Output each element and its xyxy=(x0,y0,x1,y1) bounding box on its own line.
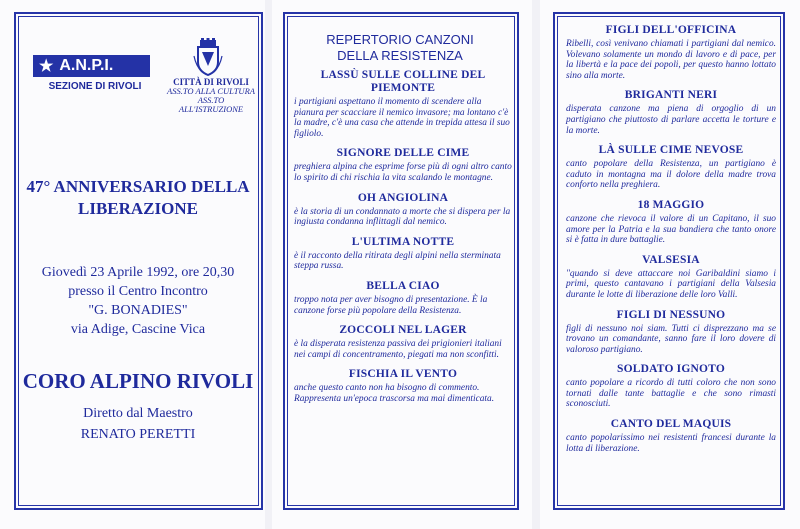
song-item xyxy=(294,192,512,228)
song-description: è la disperata resistenza passiva dei prigionieri italiani nei campi di concentramento, piegati ma non sconfitti. xyxy=(294,339,502,360)
city-name: CITTÀ DI RIVOLI xyxy=(173,77,249,87)
song-item xyxy=(566,144,776,191)
song-description: i partigiani aspettano il momento di scendere alla pianura per scacciare il nemico invasore; ma lontano c'è la madre, c'è una casa che attende in trepida attesa il suo figliolo. xyxy=(294,97,510,139)
song-title: VALSESIA xyxy=(642,253,700,266)
song-item xyxy=(566,418,776,454)
song-description: canto popolare a ricordo di tutti coloro che non sono tornati dalle tante battaglie e che sono rimasti sconosciuti. xyxy=(566,378,776,410)
song-title: OH ANGIOLINA xyxy=(357,191,449,204)
song-description: figli di nessuno noi siam. Tutti ci disprezzano ma se trovano un comandante, sanno fare il loro dovere di valoroso partigiano. xyxy=(566,323,776,355)
song-item xyxy=(294,69,512,139)
song-item xyxy=(566,24,776,81)
song-title: FIGLI DI NESSUNO xyxy=(616,308,726,321)
song-item xyxy=(566,363,776,410)
song-title: 18 MAGGIO xyxy=(637,198,705,211)
event-venue-name: "G. BONADIES" xyxy=(88,303,188,318)
event-date: Giovedì 23 Aprile 1992, ore 20,30 xyxy=(41,265,235,280)
choir-name: CORO ALPINO RIVOLI xyxy=(22,369,254,393)
song-title: LASSÙ SULLE COLLINE DEL PIEMONTE xyxy=(320,69,486,94)
song-title: L'ULTIMA NOTTE xyxy=(351,235,455,248)
city-assessorato-culture: ASS.TO ALLA CULTURA xyxy=(167,86,255,96)
song-title: LÀ SULLE CIME NEVOSE xyxy=(598,144,744,157)
song-title: CANTO DEL MAQUIS xyxy=(610,418,732,431)
anpi-logo-box xyxy=(33,55,150,77)
repertoire-title-line-2: DELLA RESISTENZA xyxy=(337,48,463,63)
song-title: FISCHIA IL VENTO xyxy=(348,368,458,381)
event-address: via Adige, Cascine Vica xyxy=(70,322,206,337)
song-item xyxy=(294,368,512,404)
song-item xyxy=(566,254,776,301)
song-description: disperata canzone ma piena di orgoglio di un partigiano che piuttosto di parlare accetta le torture e la morte. xyxy=(566,104,776,136)
song-title: SIGNORE DELLE CIME xyxy=(336,147,470,160)
anniversary-line-1: 47° ANNIVERSARIO DELLA xyxy=(26,177,250,196)
song-title: ZOCCOLI NEL LAGER xyxy=(339,324,467,337)
song-item xyxy=(294,324,512,360)
city-crest-icon xyxy=(193,38,223,76)
song-list-right xyxy=(566,24,776,462)
song-title: FIGLI DELL'OFFICINA xyxy=(605,24,737,36)
song-description: anche questo canto non ha bisogno di commento. Rappresenta un'epoca trascorsa ma mai dimenticata. xyxy=(294,383,495,404)
star-icon: ★ xyxy=(39,58,54,75)
song-item xyxy=(566,309,776,356)
event-details xyxy=(20,263,256,339)
director-caption: Diretto dal Maestro xyxy=(83,406,193,421)
song-title: SOLDATO IGNOTO xyxy=(617,363,725,376)
repertoire-title-line-1: REPERTORIO CANZONI xyxy=(326,32,474,47)
song-description: Ribelli, così venivano chiamati i partigiani dal nemico. Volevano solamente un mondo di lavoro e di pace, per la libertà e la pace dei popoli, per questo hanno lottato sino alla morte. xyxy=(566,39,776,81)
anpi-label: A.N.P.I. xyxy=(59,57,114,74)
song-description: "quando si deve attaccare noi Garibaldini siamo i primi, questo cantavano i partigiani della Valsesia durante le lotte di liberazione delle loro Valli. xyxy=(566,268,776,300)
song-item xyxy=(294,147,512,183)
director-name: RENATO PERETTI xyxy=(80,427,196,442)
song-item xyxy=(566,89,776,136)
song-item xyxy=(294,280,512,316)
city-assessorato-education: ASS.TO ALL'ISTRUZIONE xyxy=(178,95,244,114)
song-list-middle xyxy=(294,69,512,413)
repertoire-title xyxy=(290,32,510,64)
song-item xyxy=(566,199,776,246)
song-description: canzone che rievoca il valore di un Capitano, il suo amore per la Patria e la sua bandiera che tanto onore si è fatta in dure battaglie. xyxy=(566,213,776,246)
song-description: canto popolarissimo nei resistenti francesi durante la lotta di liberazione. xyxy=(566,433,776,454)
song-description: canto popolare della Resistenza, un partigiano è caduto in montagna ma il dolore della madre trova conforto nella preghiera. xyxy=(566,159,776,191)
city-of-rivoli-block xyxy=(165,78,257,114)
director-block xyxy=(20,403,256,445)
song-description: è la storia di un condannato a morte che si dispera per la ingiusta condanna inflittagli dal nemico. xyxy=(294,206,511,228)
song-description: troppo nota per aver bisogno di presentazione. È la canzone forse più popolare della Resistenza. xyxy=(294,294,488,316)
sezione-label: SEZIONE DI RIVOLI xyxy=(48,81,142,92)
anniversary-heading xyxy=(20,176,256,220)
song-description: preghiera alpina che esprime forse più di ogni altro canto lo spirito di chi rischia la vita scalando le montagne. xyxy=(294,162,512,183)
event-venue-intro: presso il Centro Incontro xyxy=(68,284,208,299)
song-description: è il racconto della ritirata degli alpini nella sterminata steppa russa. xyxy=(294,250,501,272)
song-title: BELLA CIAO xyxy=(366,279,440,292)
anniversary-line-2: LIBERAZIONE xyxy=(78,199,198,218)
song-item xyxy=(294,236,512,272)
song-title: BRIGANTI NERI xyxy=(624,89,718,102)
